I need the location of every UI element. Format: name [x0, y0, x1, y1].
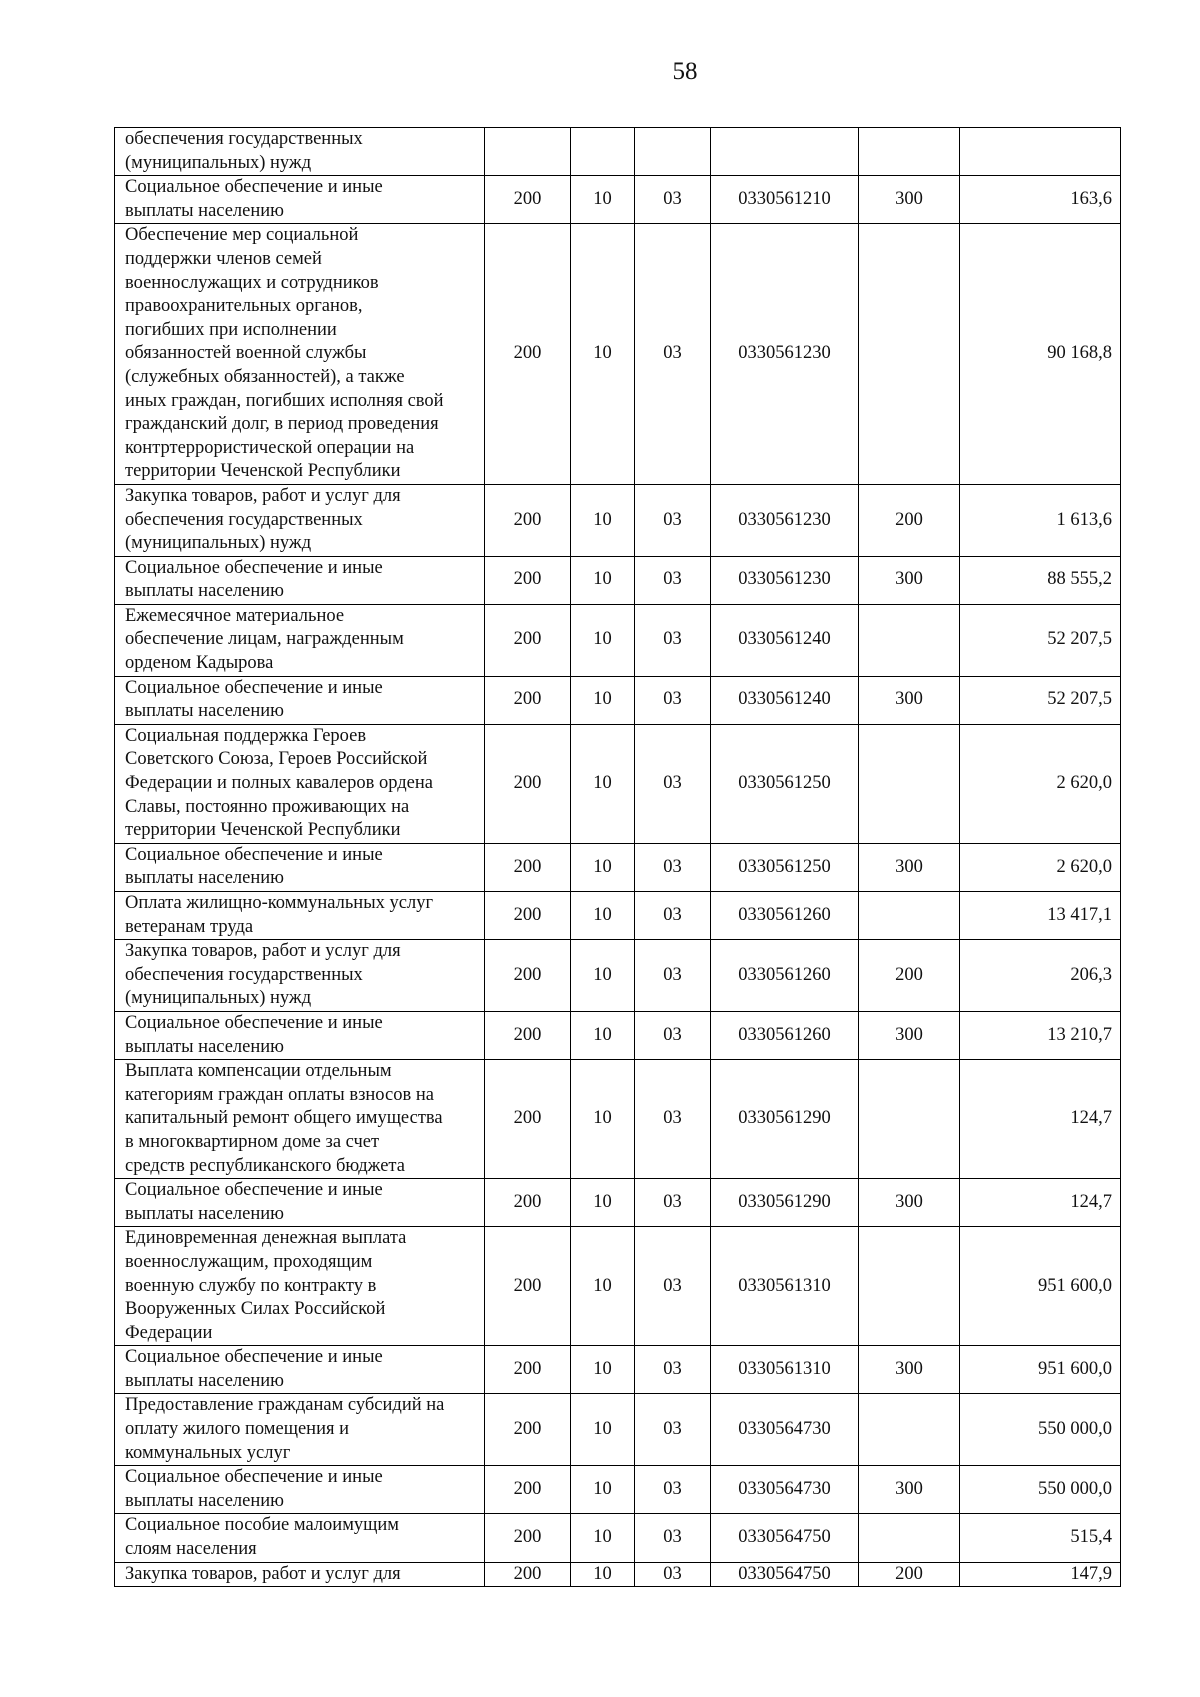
subsection-code-cell: 03: [635, 676, 711, 724]
section-code-cell: 10: [571, 604, 635, 676]
table-row: [115, 604, 1121, 676]
row-name-cell: Социальное обеспечение и иные выплаты населению: [115, 176, 485, 224]
expense-type-cell: [859, 1394, 960, 1466]
admin-code-cell: 200: [485, 1466, 571, 1514]
amount-cell: 206,3: [960, 940, 1121, 1012]
row-name-cell: Ежемесячное материальное обеспечение лицам, награжденным орденом Кадырова: [115, 604, 485, 676]
subsection-code-cell: 03: [635, 1466, 711, 1514]
expense-type-cell: [859, 724, 960, 843]
subsection-code-cell: 03: [635, 1011, 711, 1059]
section-code-cell: 10: [571, 556, 635, 604]
table-row: [115, 1179, 1121, 1227]
table-row: [115, 1514, 1121, 1562]
expense-type-cell: 300: [859, 176, 960, 224]
section-code-cell: 10: [571, 1179, 635, 1227]
table-row: [115, 1346, 1121, 1394]
amount-cell: 951 600,0: [960, 1346, 1121, 1394]
amount-cell: 147,9: [960, 1562, 1121, 1587]
row-name-cell: Закупка товаров, работ и услуг для обеспечения государственных (муниципальных) нужд: [115, 484, 485, 556]
target-article-cell: 0330561310: [711, 1346, 859, 1394]
subsection-code-cell: [635, 128, 711, 176]
table-row: [115, 940, 1121, 1012]
table-body: [115, 128, 1121, 1587]
target-article-cell: 0330561240: [711, 676, 859, 724]
table-row: [115, 1394, 1121, 1466]
amount-cell: 52 207,5: [960, 676, 1121, 724]
subsection-code-cell: 03: [635, 604, 711, 676]
budget-table: [114, 127, 1121, 1587]
amount-cell: 52 207,5: [960, 604, 1121, 676]
section-code-cell: 10: [571, 1060, 635, 1179]
target-article-cell: 0330561210: [711, 176, 859, 224]
expense-type-cell: 200: [859, 1562, 960, 1587]
expense-type-cell: [859, 892, 960, 940]
admin-code-cell: 200: [485, 676, 571, 724]
row-name-cell: Социальное пособие малоимущим слоям населения: [115, 1514, 485, 1562]
expense-type-cell: 200: [859, 940, 960, 1012]
admin-code-cell: 200: [485, 940, 571, 1012]
target-article-cell: [711, 128, 859, 176]
section-code-cell: 10: [571, 1562, 635, 1587]
amount-cell: 13 210,7: [960, 1011, 1121, 1059]
target-article-cell: 0330561290: [711, 1179, 859, 1227]
admin-code-cell: 200: [485, 1394, 571, 1466]
table-row: [115, 676, 1121, 724]
section-code-cell: 10: [571, 484, 635, 556]
admin-code-cell: 200: [485, 1011, 571, 1059]
table-row: [115, 176, 1121, 224]
table-row: [115, 724, 1121, 843]
expense-type-cell: 300: [859, 1466, 960, 1514]
admin-code-cell: 200: [485, 1179, 571, 1227]
target-article-cell: 0330561250: [711, 843, 859, 891]
amount-cell: 163,6: [960, 176, 1121, 224]
expense-type-cell: [859, 604, 960, 676]
target-article-cell: 0330564730: [711, 1394, 859, 1466]
admin-code-cell: 200: [485, 176, 571, 224]
target-article-cell: 0330564750: [711, 1562, 859, 1587]
subsection-code-cell: 03: [635, 1394, 711, 1466]
target-article-cell: 0330561240: [711, 604, 859, 676]
row-name-cell: Социальное обеспечение и иные выплаты населению: [115, 1346, 485, 1394]
amount-cell: 88 555,2: [960, 556, 1121, 604]
section-code-cell: 10: [571, 724, 635, 843]
subsection-code-cell: 03: [635, 892, 711, 940]
section-code-cell: [571, 128, 635, 176]
row-name-cell: Социальная поддержка Героев Советского Союза, Героев Российской Федерации и полных кавалеров ордена Славы, постоянно проживающих на территории Чеченской Республики: [115, 724, 485, 843]
subsection-code-cell: 03: [635, 1514, 711, 1562]
section-code-cell: 10: [571, 1227, 635, 1346]
admin-code-cell: 200: [485, 843, 571, 891]
admin-code-cell: 200: [485, 604, 571, 676]
section-code-cell: 10: [571, 224, 635, 485]
row-name-cell: Обеспечение мер социальной поддержки членов семей военнослужащих и сотрудников правоохранительных органов, погибших при исполнении обязанностей военной службы (служебных обязанностей), а также иных граждан, погибших исполняя свой гражданский долг, в период проведения контртеррористической операции на территории Чеченской Республики: [115, 224, 485, 485]
subsection-code-cell: 03: [635, 1346, 711, 1394]
expense-type-cell: 300: [859, 676, 960, 724]
amount-cell: 550 000,0: [960, 1466, 1121, 1514]
page-number: 58: [672, 58, 698, 85]
admin-code-cell: 200: [485, 892, 571, 940]
subsection-code-cell: 03: [635, 843, 711, 891]
row-name-cell: Выплата компенсации отдельным категориям граждан оплаты взносов на капитальный ремонт общего имущества в многоквартирном доме за счет средств республиканского бюджета: [115, 1060, 485, 1179]
row-name-cell: обеспечения государственных (муниципальных) нужд: [115, 128, 485, 176]
section-code-cell: 10: [571, 176, 635, 224]
subsection-code-cell: 03: [635, 1562, 711, 1587]
admin-code-cell: 200: [485, 724, 571, 843]
row-name-cell: Оплата жилищно-коммунальных услуг ветеранам труда: [115, 892, 485, 940]
table-row: [115, 1562, 1121, 1587]
subsection-code-cell: 03: [635, 1179, 711, 1227]
section-code-cell: 10: [571, 1346, 635, 1394]
amount-cell: 90 168,8: [960, 224, 1121, 485]
admin-code-cell: [485, 128, 571, 176]
subsection-code-cell: 03: [635, 724, 711, 843]
admin-code-cell: 200: [485, 1346, 571, 1394]
target-article-cell: 0330561260: [711, 892, 859, 940]
section-code-cell: 10: [571, 1394, 635, 1466]
expense-type-cell: 300: [859, 843, 960, 891]
section-code-cell: 10: [571, 1514, 635, 1562]
amount-cell: 13 417,1: [960, 892, 1121, 940]
admin-code-cell: 200: [485, 224, 571, 485]
target-article-cell: 0330561230: [711, 224, 859, 485]
expense-type-cell: [859, 128, 960, 176]
table-row: [115, 224, 1121, 485]
amount-cell: 2 620,0: [960, 843, 1121, 891]
target-article-cell: 0330561230: [711, 556, 859, 604]
row-name-cell: Единовременная денежная выплата военнослужащим, проходящим военную службу по контракту в Вооруженных Силах Российской Федерации: [115, 1227, 485, 1346]
amount-cell: 515,4: [960, 1514, 1121, 1562]
table-row: [115, 484, 1121, 556]
row-name-cell: Предоставление гражданам субсидий на оплату жилого помещения и коммунальных услуг: [115, 1394, 485, 1466]
expense-type-cell: 300: [859, 556, 960, 604]
section-code-cell: 10: [571, 892, 635, 940]
amount-cell: 124,7: [960, 1060, 1121, 1179]
admin-code-cell: 200: [485, 556, 571, 604]
admin-code-cell: 200: [485, 1060, 571, 1179]
amount-cell: [960, 128, 1121, 176]
subsection-code-cell: 03: [635, 1227, 711, 1346]
expense-type-cell: 300: [859, 1179, 960, 1227]
expense-type-cell: [859, 1227, 960, 1346]
admin-code-cell: 200: [485, 1562, 571, 1587]
amount-cell: 951 600,0: [960, 1227, 1121, 1346]
table-row: [115, 128, 1121, 176]
admin-code-cell: 200: [485, 1514, 571, 1562]
table-row: [115, 892, 1121, 940]
row-name-cell: Социальное обеспечение и иные выплаты населению: [115, 1011, 485, 1059]
row-name-cell: Социальное обеспечение и иные выплаты населению: [115, 1179, 485, 1227]
subsection-code-cell: 03: [635, 176, 711, 224]
subsection-code-cell: 03: [635, 484, 711, 556]
expense-type-cell: 200: [859, 484, 960, 556]
expense-type-cell: [859, 1060, 960, 1179]
section-code-cell: 10: [571, 1466, 635, 1514]
amount-cell: 124,7: [960, 1179, 1121, 1227]
target-article-cell: 0330561260: [711, 940, 859, 1012]
subsection-code-cell: 03: [635, 224, 711, 485]
expense-type-cell: [859, 224, 960, 485]
target-article-cell: 0330561310: [711, 1227, 859, 1346]
table-row: [115, 556, 1121, 604]
amount-cell: 2 620,0: [960, 724, 1121, 843]
table-row: [115, 843, 1121, 891]
target-article-cell: 0330561260: [711, 1011, 859, 1059]
row-name-cell: Социальное обеспечение и иные выплаты населению: [115, 556, 485, 604]
target-article-cell: 0330561290: [711, 1060, 859, 1179]
section-code-cell: 10: [571, 843, 635, 891]
expense-type-cell: 300: [859, 1011, 960, 1059]
row-name-cell: Социальное обеспечение и иные выплаты населению: [115, 1466, 485, 1514]
row-name-cell: Закупка товаров, работ и услуг для обеспечения государственных (муниципальных) нужд: [115, 940, 485, 1012]
expense-type-cell: 300: [859, 1346, 960, 1394]
table-row: [115, 1060, 1121, 1179]
section-code-cell: 10: [571, 940, 635, 1012]
table-row: [115, 1227, 1121, 1346]
amount-cell: 550 000,0: [960, 1394, 1121, 1466]
admin-code-cell: 200: [485, 484, 571, 556]
target-article-cell: 0330561250: [711, 724, 859, 843]
target-article-cell: 0330561230: [711, 484, 859, 556]
amount-cell: 1 613,6: [960, 484, 1121, 556]
target-article-cell: 0330564750: [711, 1514, 859, 1562]
target-article-cell: 0330564730: [711, 1466, 859, 1514]
row-name-cell: Закупка товаров, работ и услуг для: [115, 1562, 485, 1587]
subsection-code-cell: 03: [635, 556, 711, 604]
row-name-cell: Социальное обеспечение и иные выплаты населению: [115, 843, 485, 891]
admin-code-cell: 200: [485, 1227, 571, 1346]
section-code-cell: 10: [571, 1011, 635, 1059]
subsection-code-cell: 03: [635, 1060, 711, 1179]
row-name-cell: Социальное обеспечение и иные выплаты населению: [115, 676, 485, 724]
table-row: [115, 1466, 1121, 1514]
expense-type-cell: [859, 1514, 960, 1562]
subsection-code-cell: 03: [635, 940, 711, 1012]
section-code-cell: 10: [571, 676, 635, 724]
table-row: [115, 1011, 1121, 1059]
